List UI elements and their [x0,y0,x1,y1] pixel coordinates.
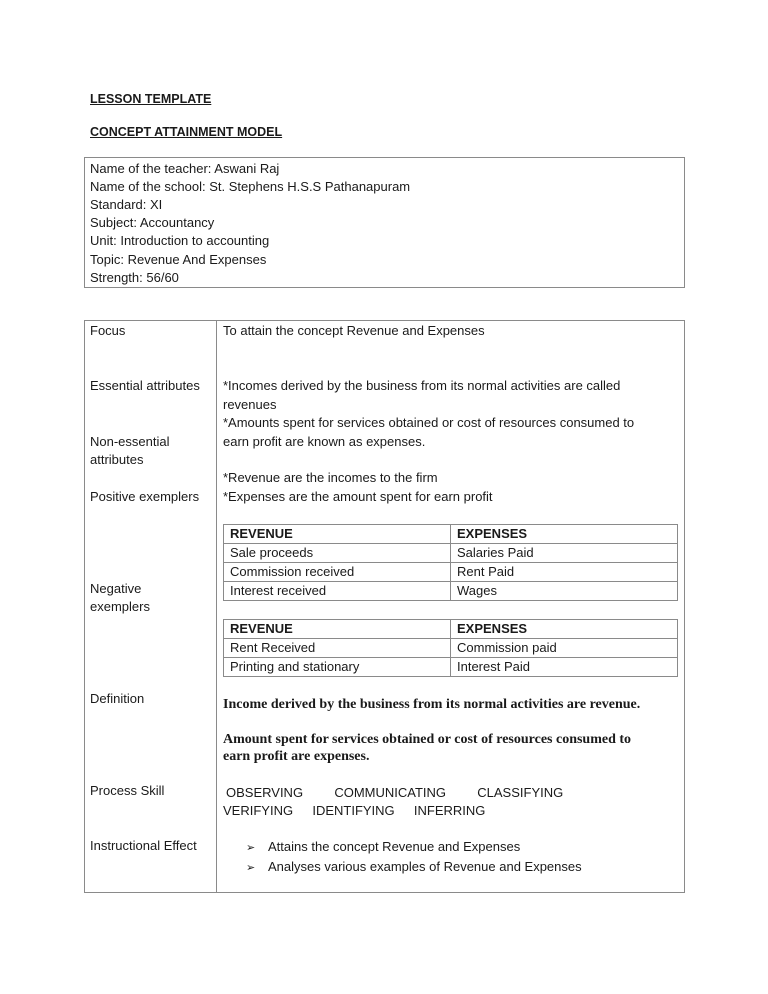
definition-expenses-2: earn profit are expenses. [223,749,370,764]
standard: Standard: XI [90,197,163,212]
essential-text-1b: revenues [223,397,277,412]
skill-identifying: IDENTIFYING [312,803,395,818]
table-header-row [224,525,678,544]
negative-exemplers-table [223,619,678,677]
instructional-effect-label: Instructional Effect [90,838,197,853]
positive-exemplers-table [223,524,678,601]
table-cell: Rent Received [224,639,451,658]
essential-attributes-label: Essential attributes [90,378,200,393]
table-cell: Rent Paid [451,563,678,582]
nonessential-label-2: attributes [90,452,144,467]
positive-exemplers-label: Positive exemplers [90,489,200,504]
table-header-row [224,620,678,639]
skill-verifying: VERIFYING [223,803,294,818]
strength: Strength: 56/60 [90,270,179,285]
list-item [246,837,520,858]
skill-observing: OBSERVING [226,785,304,800]
essential-text-2b: earn profit are known as expenses. [223,434,426,449]
definition-revenue: Income derived by the business from its normal activities are revenue. [223,697,641,712]
essential-text-2a: *Amounts spent for services obtained or cost of resources consumed to [223,415,635,430]
teacher-name: Name of the teacher: Aswani Raj [90,161,280,176]
nonessential-text: *Revenue are the incomes to the firm [223,470,438,485]
model-heading: CONCEPT ATTAINMENT MODEL [90,125,283,139]
table-cell: Commission received [224,563,451,582]
table-row [224,582,678,601]
lesson-template-heading: LESSON TEMPLATE [90,92,212,106]
table-cell: Printing and stationary [224,658,451,677]
table-cell: Interest received [224,582,451,601]
process-skill-label: Process Skill [90,783,165,798]
arrow-bullet-icon: ➢ [246,842,256,854]
focus-text: To attain the concept Revenue and Expenses [223,323,485,338]
definition-label: Definition [90,691,145,706]
skill-classifying: CLASSIFYING [477,785,564,800]
table-cell: Salaries Paid [451,544,678,563]
table-header-cell: EXPENSES [451,620,678,639]
table-cell: Wages [451,582,678,601]
column-divider [216,320,217,893]
negative-exemplers-label-1: Negative [90,581,142,596]
subject: Subject: Accountancy [90,215,215,230]
essential-text-1a: *Incomes derived by the business from its normal activities are called [223,378,621,393]
table-row [224,544,678,563]
table-row [224,658,678,677]
effect-text: Analyses various examples of Revenue and Expenses [268,859,582,874]
process-skills-row-2 [223,802,485,820]
table-cell: Commission paid [451,639,678,658]
process-skills-row-1 [226,784,563,802]
school-name: Name of the school: St. Stephens H.S.S Pathanapuram [90,179,411,194]
skill-communicating: COMMUNICATING [334,785,447,800]
nonessential-label-1: Non-essential [90,434,170,449]
positive-text: *Expenses are the amount spent for earn profit [223,489,493,504]
skill-inferring: INFERRING [413,803,486,818]
list-item [246,857,582,878]
table-header-cell: EXPENSES [451,525,678,544]
table-cell: Sale proceeds [224,544,451,563]
unit: Unit: Introduction to accounting [90,233,270,248]
definition-expenses-1: Amount spent for services obtained or cost of resources consumed to [223,732,632,747]
negative-exemplers-label-2: exemplers [90,599,150,614]
table-row [224,563,678,582]
table-cell: Interest Paid [451,658,678,677]
effect-text: Attains the concept Revenue and Expenses [268,839,521,854]
arrow-bullet-icon: ➢ [246,862,256,874]
table-header-cell: REVENUE [224,620,451,639]
table-row [224,639,678,658]
focus-label: Focus [90,323,126,338]
table-header-cell: REVENUE [224,525,451,544]
topic: Topic: Revenue And Expenses [90,252,267,267]
